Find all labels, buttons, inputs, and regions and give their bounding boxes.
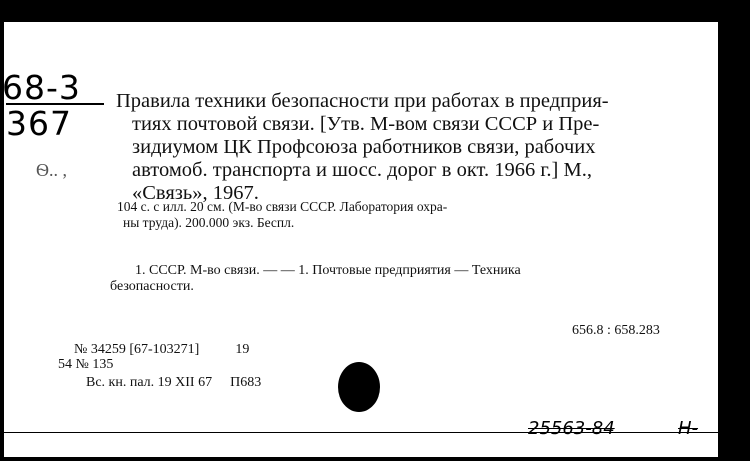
book-chamber-line: [86, 375, 261, 391]
call-number-top: 68-3: [2, 68, 81, 107]
handwritten-mark: H-: [678, 418, 699, 439]
subject-line: безопасности.: [110, 279, 194, 294]
title-line: Правила техники безопасности при работах в предприя-: [116, 90, 609, 112]
physical-description: [117, 199, 447, 231]
udc-classification: 656.8 : 658.283: [572, 323, 660, 338]
title-line: тиях почтовой связи. [Утв. М-вом связи СССР и Пре-: [132, 113, 600, 135]
entry-code: 19: [235, 342, 250, 357]
scan-border-top: [0, 0, 750, 22]
call-number-bottom: 367: [6, 104, 72, 143]
scan-border-bottom: [0, 457, 750, 461]
title-line: зидиумом ЦК Профсоюза работников связи, рабочих: [132, 136, 596, 158]
book-chamber-date: Вс. кн. пал. 19 XII 67: [86, 375, 213, 390]
card-number: 54 № 135: [58, 357, 114, 372]
description-line: 104 с. с илл. 20 см. (М-во связи СССР. Лаборатория охра-: [117, 199, 448, 214]
printer-code: П683: [230, 375, 262, 390]
scan-border-right: [718, 0, 750, 461]
subject-headings: [110, 263, 521, 295]
punch-hole: [338, 362, 380, 412]
catalog-title-block: [116, 90, 609, 205]
title-line: «Связь», 1967.: [132, 182, 259, 204]
description-line: ны труда). 200.000 экз. Беспл.: [123, 215, 295, 230]
title-line: автомоб. транспорта и шосс. дорог в окт. 1966 г.] М.,: [132, 159, 592, 181]
pencil-smudge: Ѳ.. ,: [36, 160, 67, 180]
entry-number: № 34259 [67-103271]: [74, 342, 200, 357]
registration-line: [74, 342, 249, 358]
subject-line: 1. СССР. М-во связи. — — 1. Почтовые предприятия — Техника: [135, 263, 521, 278]
handwritten-inventory-number: 25563-84: [528, 418, 615, 439]
